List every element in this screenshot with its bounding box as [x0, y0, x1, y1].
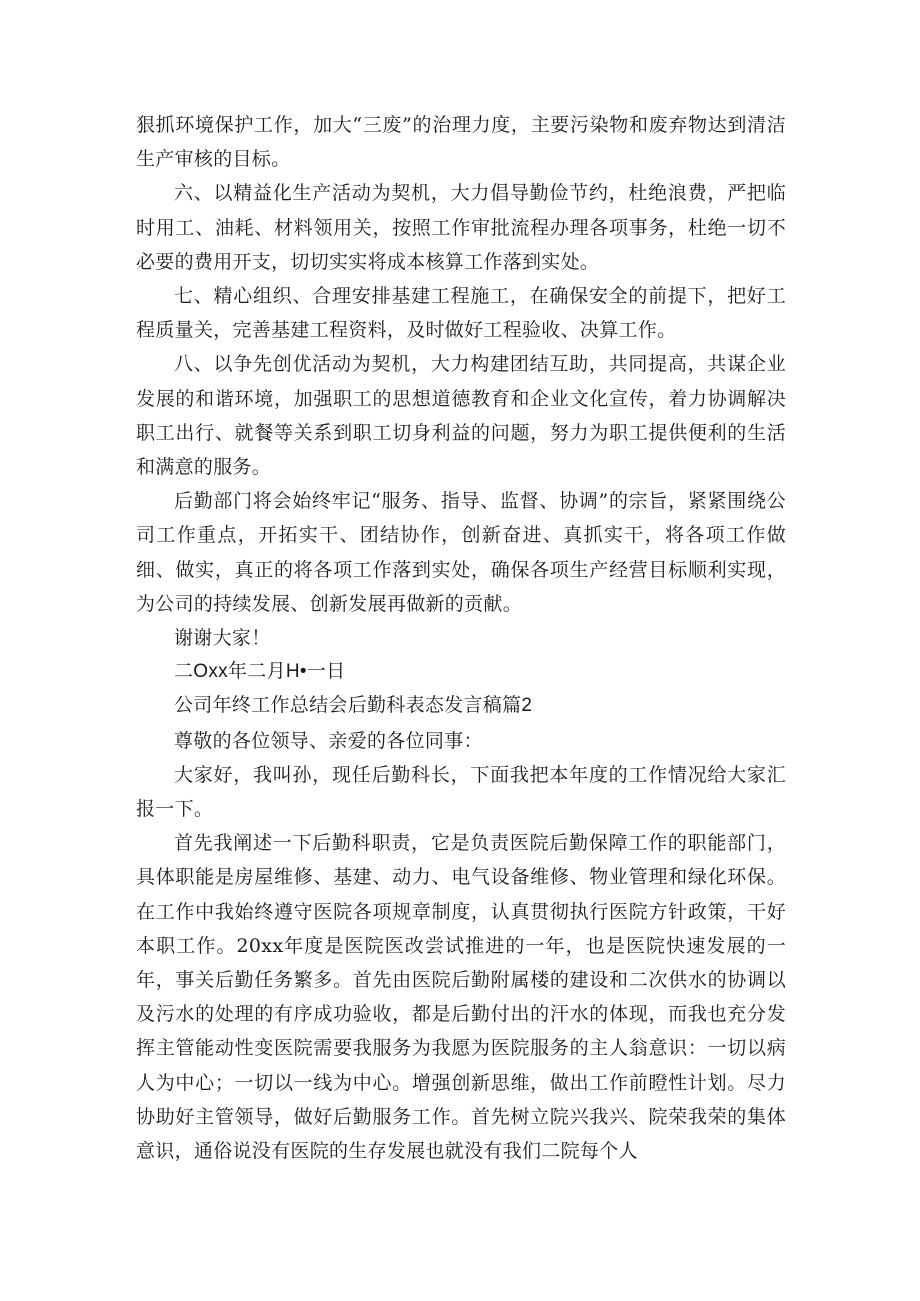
date-line: 二Oxx年二月H•一日	[174, 661, 346, 683]
paragraph-item-seven: 七、精心组织、合理安排基建工程施工，在确保安全的前提下，把好工程质量关，完善基建工程资料，及时做好工程验收、决算工作。	[136, 285, 786, 342]
section-title: 公司年终工作总结会后勤科表态发言稿篇2	[174, 695, 533, 717]
paragraph-item-six: 六、以精益化生产活动为契机，大力倡导勤俭节约，杜绝浪费，严把临时用工、油耗、材料领用关，按照工作审批流程办理各项事务，杜绝一切不必要的费用开支，切切实实将成本核算工作落到实处。	[136, 182, 786, 273]
paragraph-environment: 狠抓环境保护工作，加大“三废”的治理力度，主要污染物和废弃物达到清洁生产审核的目标。	[136, 114, 786, 171]
paragraph-self-introduction: 大家好，我叫孙，现任后勤科长，下面我把本年度的工作情况给大家汇报一下。	[136, 763, 786, 821]
document-body	[136, 108, 786, 1168]
paragraph-logistics-commitment: 后勤部门将会始终牢记“服务、指导、监督、协调”的宗旨，紧紧围绕公司工作重点，开拓实干、团结协作，创新奋进、真抓实干，将各项工作做细、做实，真正的将各项工作落到实处，确保各项生产经营目标顺利实现，为公司的持续发展、创新发展再做新的贡献。	[136, 490, 786, 615]
paragraph-duties-work: 首先我阐述一下后勤科职责，它是负责医院后勤保障工作的职能部门，具体职能是房屋维修、基建、动力、电气设备维修、物业管理和绿化环保。在工作中我始终遵守医院各项规章制度，认真贯彻执行医院方针政策，干好本职工作。20xx年度是医院医改尝试推进的一年，也是医院快速发展的一年，事关后勤任务繁多。首先由医院后勤附属楼的建设和二次供水的协调以及污水的处理的有序成功验收，都是后勤付出的汗水的体现，而我也充分发挥主管能动性变医院需要我服务为我愿为医院服务的主人翁意识：一切以病人为中心；一切以一线为中心。增强创新思维，做出工作前瞪性计划。尽力协助好主管领导，做好后勤服务工作。首先树立院兴我兴、院荣我荣的集体意识，通俗说没有医院的生存发展也就没有我们二院每个人	[136, 832, 786, 1163]
greeting-line: 尊敬的各位领导、亲爱的各位同事：	[174, 729, 483, 752]
paragraph-item-eight: 八、以争先创优活动为契机，大力构建团结互助，共同提高，共谋企业发展的和谐环境，加强职工的思想道德教育和企业文化宣传，着力协调解决职工出行、就餐等关系到职工切身利益的问题，努力为职工提供便利的生活和满意的服务。	[136, 353, 786, 479]
thanks-line: 谢谢大家！	[174, 627, 271, 650]
